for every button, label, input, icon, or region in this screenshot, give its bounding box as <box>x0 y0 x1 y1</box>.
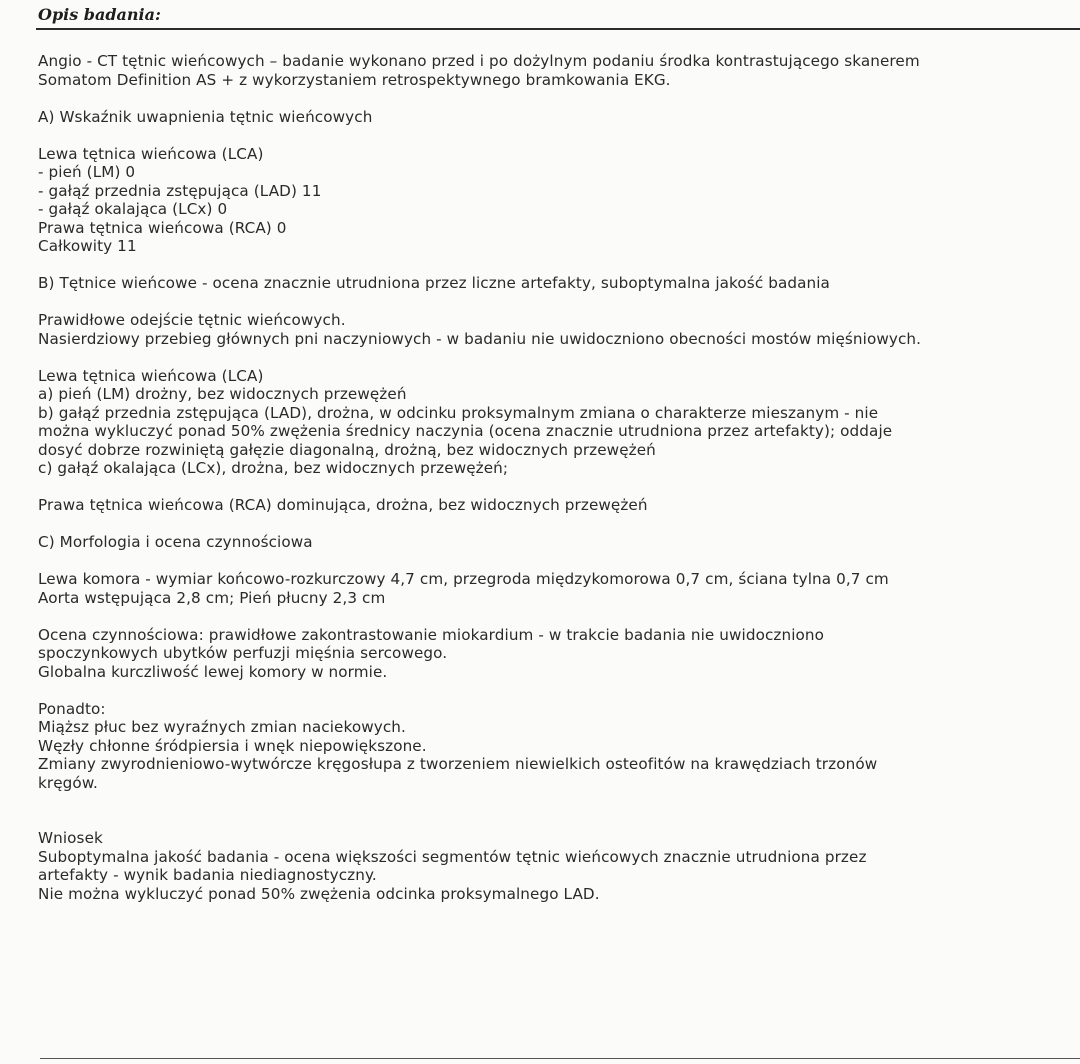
section-a <box>38 108 1074 256</box>
conclusion-line: Suboptymalna jakość badania - ocena większości segmentów tętnic wieńcowych znacznie utrudniona przez <box>38 847 867 866</box>
additional-heading: Ponadto: <box>38 699 106 718</box>
section-a-line: Lewa tętnica wieńcowa (LCA) <box>38 144 264 163</box>
conclusion-line: Nie można wykluczyć ponad 50% zwężenia odcinka proksymalnego LAD. <box>38 884 600 903</box>
conclusion <box>38 829 1074 903</box>
footer-divider <box>40 1058 1080 1059</box>
intro-paragraph <box>38 52 1074 89</box>
section-a-heading: A) Wskaźnik uwapnienia tętnic wieńcowych <box>38 107 373 126</box>
section-a-line: Całkowity 11 <box>38 237 137 255</box>
section-c-function-line: Ocena czynnościowa: prawidłowe zakontrastowanie miokardium - w trakcie badania nie uwidoczniono <box>38 625 825 644</box>
section-b-lca-line: dosyć dobrze rozwiniętą gałęzie diagonalną, drożną, bez widocznych przewężeń <box>38 440 656 459</box>
section-a-line: Prawa tętnica wieńcowa (RCA) 0 <box>38 218 287 237</box>
section-b <box>38 274 1074 515</box>
section-a-line: - gałąź okalająca (LCx) 0 <box>38 200 228 218</box>
conclusion-heading: Wniosek <box>38 829 103 847</box>
additional-line: Miąższ płuc bez wyraźnych zmian naciekowych. <box>38 718 406 736</box>
report-body <box>38 52 1074 903</box>
report-title: Opis badania: <box>38 5 161 24</box>
header-divider <box>36 28 1080 30</box>
section-a-line: - pień (LM) 0 <box>38 163 136 181</box>
section-c-function-line: spoczynkowych ubytków perfuzji mięśnia sercowego. <box>38 644 448 662</box>
intro-line: Somatom Definition AS + z wykorzystaniem retrospektywnego bramkowania EKG. <box>38 70 671 89</box>
section-b-general-line: Prawidłowe odejście tętnic wieńcowych. <box>38 311 346 329</box>
additional-line: kręgów. <box>38 773 98 792</box>
section-b-rca-line: Prawa tętnica wieńcowa (RCA) dominująca, drożna, bez widocznych przewężeń <box>38 496 648 514</box>
section-b-lca-line: b) gałąź przednia zstępująca (LAD), drożna, w odcinku proksymalnym zmiana o charakterze mieszanym - nie <box>38 403 879 422</box>
section-b-lca-line: Lewa tętnica wieńcowa (LCA) <box>38 366 264 385</box>
section-c-function-line: Globalna kurczliwość lewej komory w normie. <box>38 662 388 681</box>
additional-findings <box>38 700 1074 793</box>
section-c <box>38 533 1074 681</box>
section-a-line: - gałąź przednia zstępująca (LAD) 11 <box>38 181 322 200</box>
additional-line: Zmiany zwyrodnieniowo-wytwórcze kręgosłupa z tworzeniem niewielkich osteofitów na krawędziach trzonów <box>38 755 878 773</box>
section-c-measurement-line: Lewa komora - wymiar końcowo-rozkurczowy 4,7 cm, przegroda międzykomorowa 0,7 cm, ściana tylna 0,7 cm <box>38 570 889 588</box>
additional-line: Węzły chłonne śródpiersia i wnęk niepowiększone. <box>38 736 427 755</box>
section-b-lca-line: c) gałąź okalająca (LCx), drożna, bez widocznych przewężeń; <box>38 459 509 477</box>
intro-line: Angio - CT tętnic wieńcowych – badanie wykonano przed i po dożylnym podaniu środka kontrastującego skanerem <box>38 52 920 70</box>
section-b-heading: B) Tętnice wieńcowe - ocena znacznie utrudniona przez liczne artefakty, suboptymalna jakość badania <box>38 274 830 292</box>
section-c-measurement-line: Aorta wstępująca 2,8 cm; Pień płucny 2,3 cm <box>38 588 386 607</box>
section-b-lca-line: można wykluczyć ponad 50% zwężenia średnicy naczynia (ocena znacznie utrudniona przez artefakty); oddaje <box>38 422 893 440</box>
section-b-general-line: Nasierdziowy przebieg głównych pni naczyniowych - w badaniu nie uwidoczniono obecności mostów mięśniowych. <box>38 329 922 348</box>
section-b-lca-line: a) pień (LM) drożny, bez widocznych przewężeń <box>38 385 407 403</box>
section-c-heading: C) Morfologia i ocena czynnościowa <box>38 533 313 551</box>
conclusion-line: artefakty - wynik badania niediagnostyczny. <box>38 866 377 884</box>
